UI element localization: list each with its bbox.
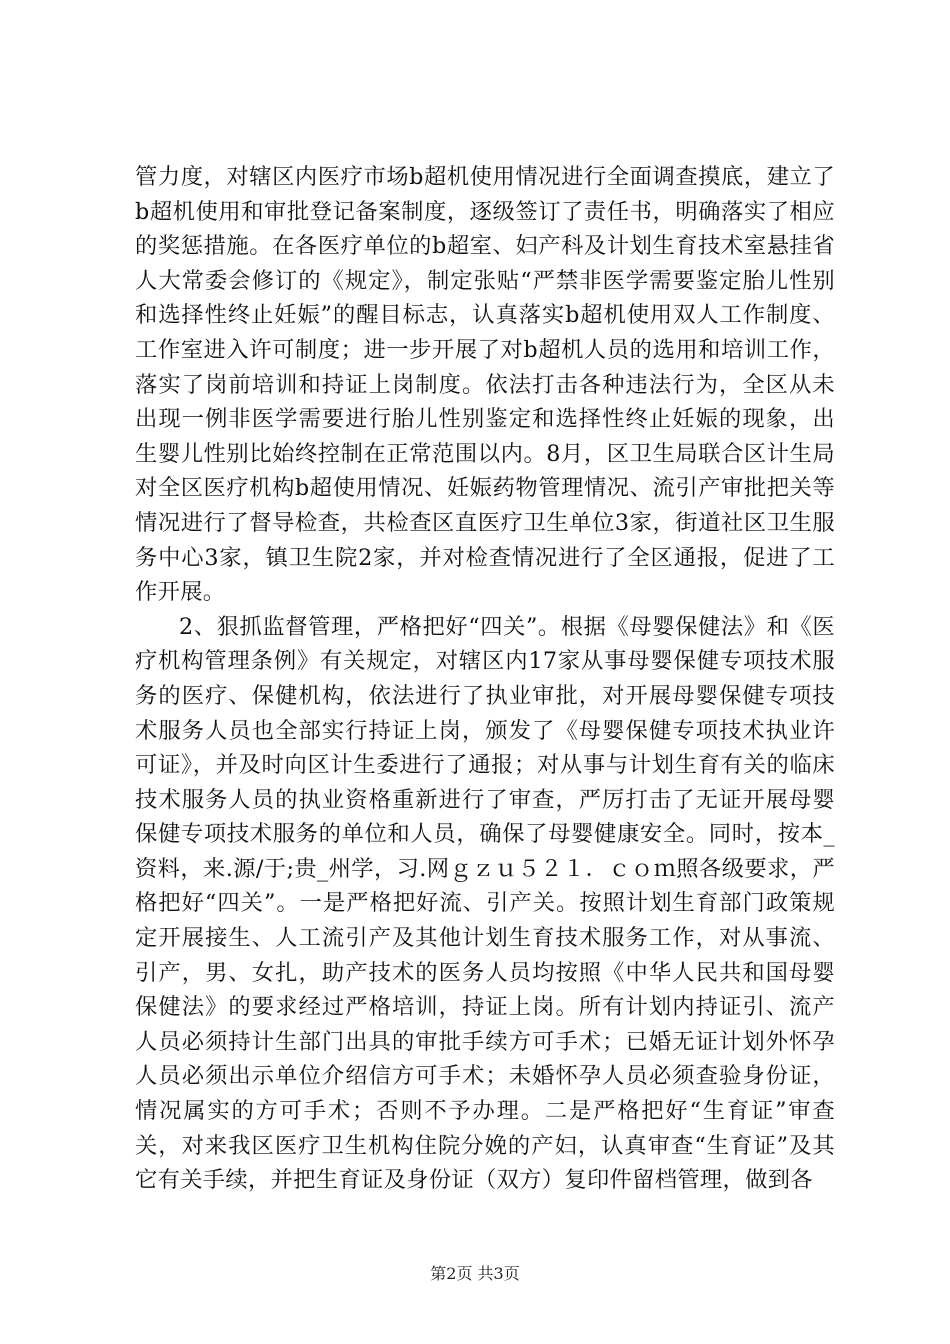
paragraph-2: 2、狠抓监督管理，严格把好“四关”。根据《母婴保健法》和《医疗机构管理条例》有关规定，对辖区内17家从事母婴保健专项技术服务的医疗、保健机构，依法进行了执业审批，对开展母婴保健专项技术服务人员也全部实行持证上岗，颁发了《母婴保健专项技术执业许可证》，并及时向区计生委进行了通报；对从事与计划生育有关的临床技术服务人员的执业资格重新进行了审查，严厉打击了无证开展母婴保健专项技术服务的单位和人员，确保了母婴健康安全。同时，按本_资料，来.源/于;贵_州学，习.网ｇｚｕ５２１．ｃｏｍ照各级要求，严格把好“四关”。一是严格把好流、引产关。按照计划生育部门政策规定开展接生、人工流引产及其他计划生育技术服务工作，对从事流、引产，男、女扎，助产技术的医务人员均按照《中华人民共和国母婴保健法》的要求经过严格培训，持证上岗。所有计划内持证引、流产人员必须持计生部门出具的审批手续方可手术；已婚无证计划外怀孕人员必须出示单位介绍信方可手术；未婚怀孕人员必须查验身份证，情况属实的方可手术；否则不予办理。二是严格把好“生育证”审查关，对来我区医疗卫生机构住院分娩的产妇，认真审查“生育证”及其它有关手续，并把生育证及身份证（双方）复印件留档管理，做到各 [135,613,835,1194]
paragraph-1: 管力度，对辖区内医疗市场b超机使用情况进行全面调查摸底，建立了b超机使用和审批登记备案制度，逐级签订了责任书，明确落实了相应的奖惩措施。在各医疗单位的b超室、妇产科及计划生育技术室悬挂省人大常委会修订的《规定》，制定张贴“严禁非医学需要鉴定胎儿性别和选择性终止妊娠”的醒目标志，认真落实b超机使用双人工作制度、工作室进入许可制度；进一步开展了对b超机人员的选用和培训工作，落实了岗前培训和持证上岗制度。依法打击各种违法行为，全区从未出现一例非医学需要进行胎儿性别鉴定和选择性终止妊娠的现象，出生婴儿性别比始终控制在正常范围以内。8月，区卫生局联合区计生局对全区医疗机构b超使用情况、妊娠药物管理情况、流引产审批把关等情况进行了督导检查，共检查区直医疗卫生单位3家，街道社区卫生服务中心3家，镇卫生院2家，并对检查情况进行了全区通报，促进了工作开展。 [135,164,835,606]
document-body [135,160,835,1198]
page-footer: 第2页 共3页 [430,1264,520,1283]
